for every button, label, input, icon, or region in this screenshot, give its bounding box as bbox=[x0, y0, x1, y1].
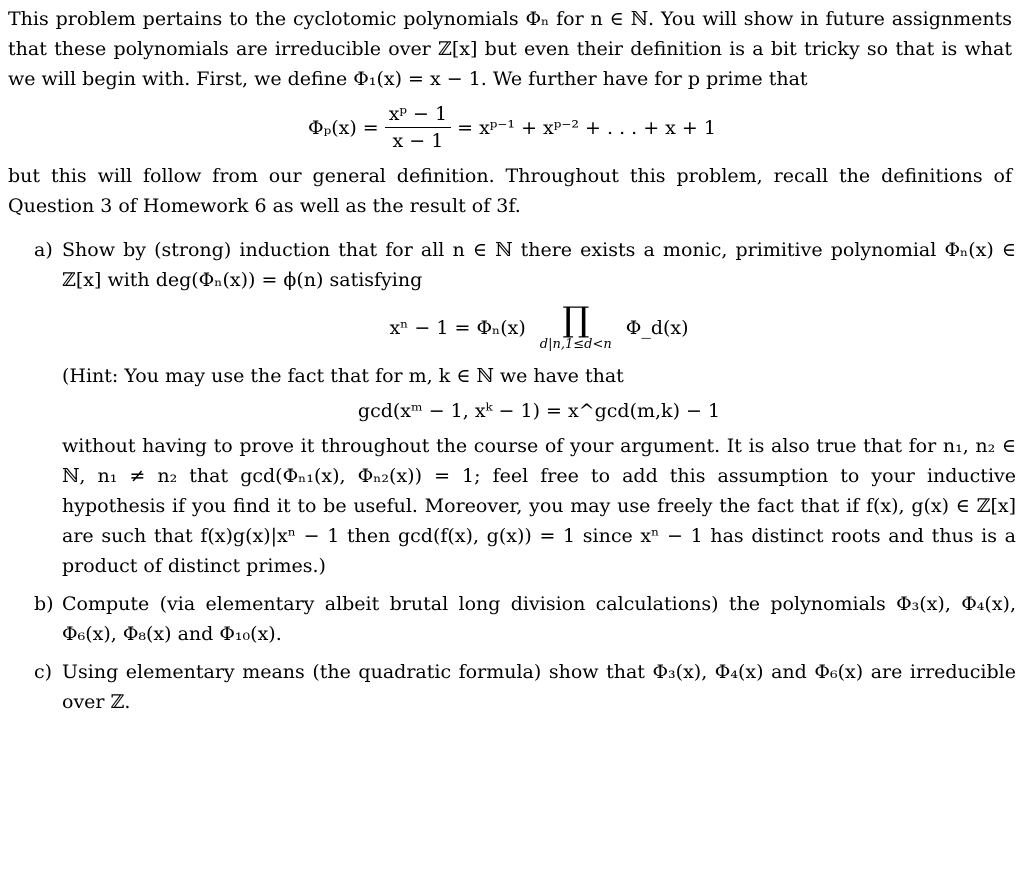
fraction bbox=[385, 102, 451, 153]
subquestion-label: b) bbox=[34, 593, 54, 615]
fraction-numerator: xᵖ − 1 bbox=[385, 102, 451, 128]
subquestion-list bbox=[8, 235, 1016, 717]
subquestion-body bbox=[62, 235, 1016, 581]
intro-paragraph: This problem pertains to the cyclotomic polynomials Φₙ for n ∈ ℕ. You will show in future assignments that these polynomials are irreducible over ℤ[x] but even their definition is a bit tricky so that is what we will begin with. First, we define Φ₁(x) = x − 1. We further have for p prime that bbox=[8, 8, 1012, 90]
product-equation-rhs: Φ_d(x) bbox=[625, 317, 689, 339]
subquestion-a bbox=[34, 235, 1016, 581]
product-subscript: d|n,1≤d<n bbox=[539, 337, 612, 352]
prime-cyclotomic-equation bbox=[8, 102, 1016, 153]
subquestion-text: Compute (via elementary albeit brutal long division calculations) the polynomials Φ₃(x), Φ₄(x), Φ₆(x), Φ₈(x) and Φ₁₀(x). bbox=[62, 593, 1016, 645]
product-operator bbox=[539, 300, 612, 353]
subquestion-b bbox=[34, 589, 1016, 649]
equation-lhs: Φₚ(x) = bbox=[308, 116, 379, 139]
gcd-equation-text: gcd(xᵐ − 1, xᵏ − 1) = x^gcd(m,k) − 1 bbox=[357, 400, 721, 422]
hint-rest: without having to prove it throughout the course of your argument. It is also true that for n₁, n₂ ∈ ℕ, n₁ ≠ n₂ that gcd(Φₙ₁(x), Φₙ₂(x)) = 1; feel free to add this assumption to your inductive hypothesis if you find it to be useful. Moreover, you may use freely the fact that if f(x), g(x) ∈ ℤ[x] are such that f(x)g(x)|xⁿ − 1 then gcd(f(x), g(x)) = 1 since xⁿ − 1 has distinct roots and thus is a product of distinct primes.) bbox=[62, 435, 1016, 577]
subquestion-c bbox=[34, 657, 1016, 717]
product-symbol: ∏ bbox=[562, 300, 590, 340]
equation-rhs: = xᵖ⁻¹ + xᵖ⁻² + . . . + x + 1 bbox=[457, 116, 716, 139]
subquestion-text: Show by (strong) induction that for all n ∈ ℕ there exists a monic, primitive polynomial Φₙ(x) ∈ ℤ[x] with deg(Φₙ(x)) = ϕ(n) satisfying bbox=[62, 239, 1016, 291]
intro-after-paragraph: but this will follow from our general definition. Throughout this problem, recall the definitions of Question 3 of Homework 6 as well as the result of 3f. bbox=[8, 165, 1012, 217]
product-equation bbox=[62, 300, 1016, 353]
subquestion-label: c) bbox=[34, 661, 53, 683]
product-equation-lhs: xⁿ − 1 = Φₙ(x) bbox=[389, 317, 526, 339]
subquestion-body bbox=[62, 589, 1016, 649]
gcd-equation bbox=[62, 399, 1016, 423]
subquestion-body bbox=[62, 657, 1016, 717]
subquestion-label: a) bbox=[34, 239, 53, 261]
subquestion-text: Using elementary means (the quadratic formula) show that Φ₃(x), Φ₄(x) and Φ₆(x) are irreducible over ℤ. bbox=[62, 661, 1016, 713]
fraction-denominator: x − 1 bbox=[392, 130, 444, 152]
hint-intro: (Hint: You may use the fact that for m, k ∈ ℕ we have that bbox=[62, 365, 624, 387]
